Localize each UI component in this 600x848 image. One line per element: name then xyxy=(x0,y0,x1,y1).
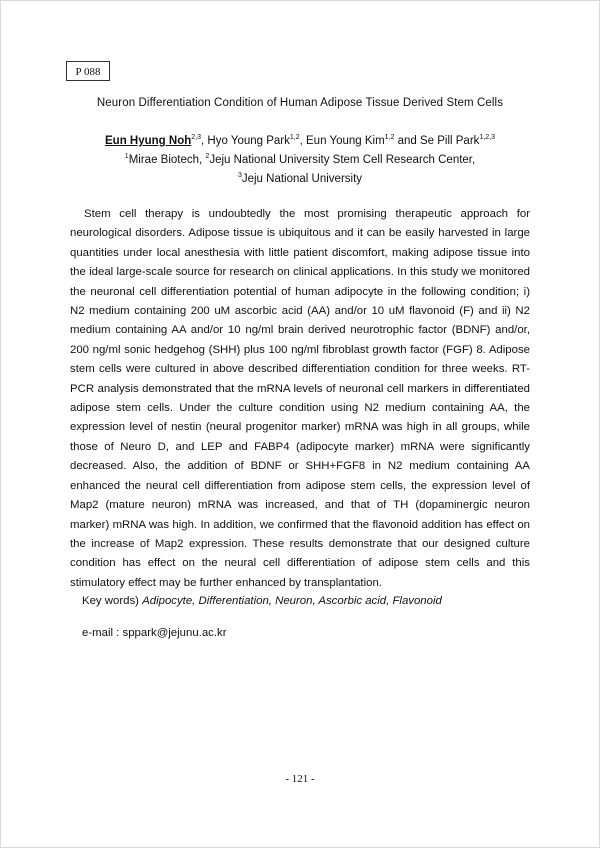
author-block xyxy=(0,130,600,187)
author-sup: 1,2,3 xyxy=(479,134,495,141)
page-number: - 121 - xyxy=(285,773,315,785)
affiliation-line xyxy=(0,168,600,187)
author-name-presenter: Eun Hyung Noh xyxy=(105,135,192,147)
abstract-paragraph: Stem cell therapy is undoubtedly the most promising therapeutic approach for neurological disorders. Adipose tissue is ubiquitous and it can be easily harvested in large quantities under local anesthesia with little patient discomfort, making adipose tissue into the ideal large-scale source for research on clinical applications. In this study we monitored the neuronal cell differentiation potential of human adipocyte in the following condition; i) N2 medium containing 200 uM ascorbic acid (AA) and/or 10 uM flavonoid (F) and ii) N2 medium containing AA and/or 10 ng/ml brain derived neurotrophic factor (BDNF) and/or, 200 ng/ml sonic hedgehog (SHH) plus 100 ng/ml fibroblast growth factor (FGF) 8. Adipose stem cells were cultured in above described differentiation condition for three weeks. RT-PCR analysis demonstrated that the mRNA levels of neuronal cell markers in differentiated adipose stem cells. Under the culture condition using N2 medium containing AA, the expression level of nestin (neural progenitor marker) mRNA was high in all groups, while those of Neuro D, and LEP and FABP4 (adipocyte marker) mRNA were significantly decreased. Also, the addition of BDNF or SHH+FGF8 in N2 medium containing AA enhanced the neural cell differentiation from adipose stem cells, the expression level of Map2 (mature neuron) mRNA was increased, and that of TH (dopaminergic neuron marker) mRNA was high. In addition, we confirmed that the flavonoid addition has effect on the increase of Map2 expression. These results demonstrate that our designed culture condition has effect on the neural cell differentiation of adipose stem cells and this stimulatory effect may be further enhanced by transplantation. xyxy=(70,208,530,589)
author-sup: 1,2 xyxy=(384,134,395,141)
email-address: sppark@jejunu.ac.kr xyxy=(122,627,227,639)
author-sep: and xyxy=(394,135,420,147)
author-sup: 1,2 xyxy=(289,134,300,141)
abstract-body xyxy=(70,205,530,593)
abstract-title: Neuron Differentiation Condition of Human Adipose Tissue Derived Stem Cells xyxy=(96,97,504,109)
author-name: Se Pill Park xyxy=(419,135,480,147)
keywords-line xyxy=(82,595,442,607)
author-name: Hyo Young Park xyxy=(207,135,290,147)
author-name: Eun Young Kim xyxy=(306,135,385,147)
email-line xyxy=(82,627,227,639)
affiliation-3: Jeju National University xyxy=(241,173,363,185)
affiliation-1: Mirae Biotech, xyxy=(128,154,206,166)
email-label: e-mail : xyxy=(82,627,120,639)
keywords-list: Adipocyte, Differentiation, Neuron, Ascorbic acid, Flavonoid xyxy=(142,595,442,607)
affiliation-2: Jeju National University Stem Cell Research Center, xyxy=(209,154,476,166)
author-line xyxy=(0,130,600,149)
affiliation-sup: 3 xyxy=(237,172,242,179)
author-sep: , xyxy=(299,135,306,147)
author-sep: , xyxy=(201,135,208,147)
poster-id-box: P 088 xyxy=(66,61,110,81)
affiliation-line xyxy=(0,149,600,168)
author-sup: 2,3 xyxy=(191,134,201,141)
keywords-label: Key words) xyxy=(82,595,139,607)
affiliation-sup: 2 xyxy=(205,153,210,160)
affiliation-sup: 1 xyxy=(124,153,129,160)
